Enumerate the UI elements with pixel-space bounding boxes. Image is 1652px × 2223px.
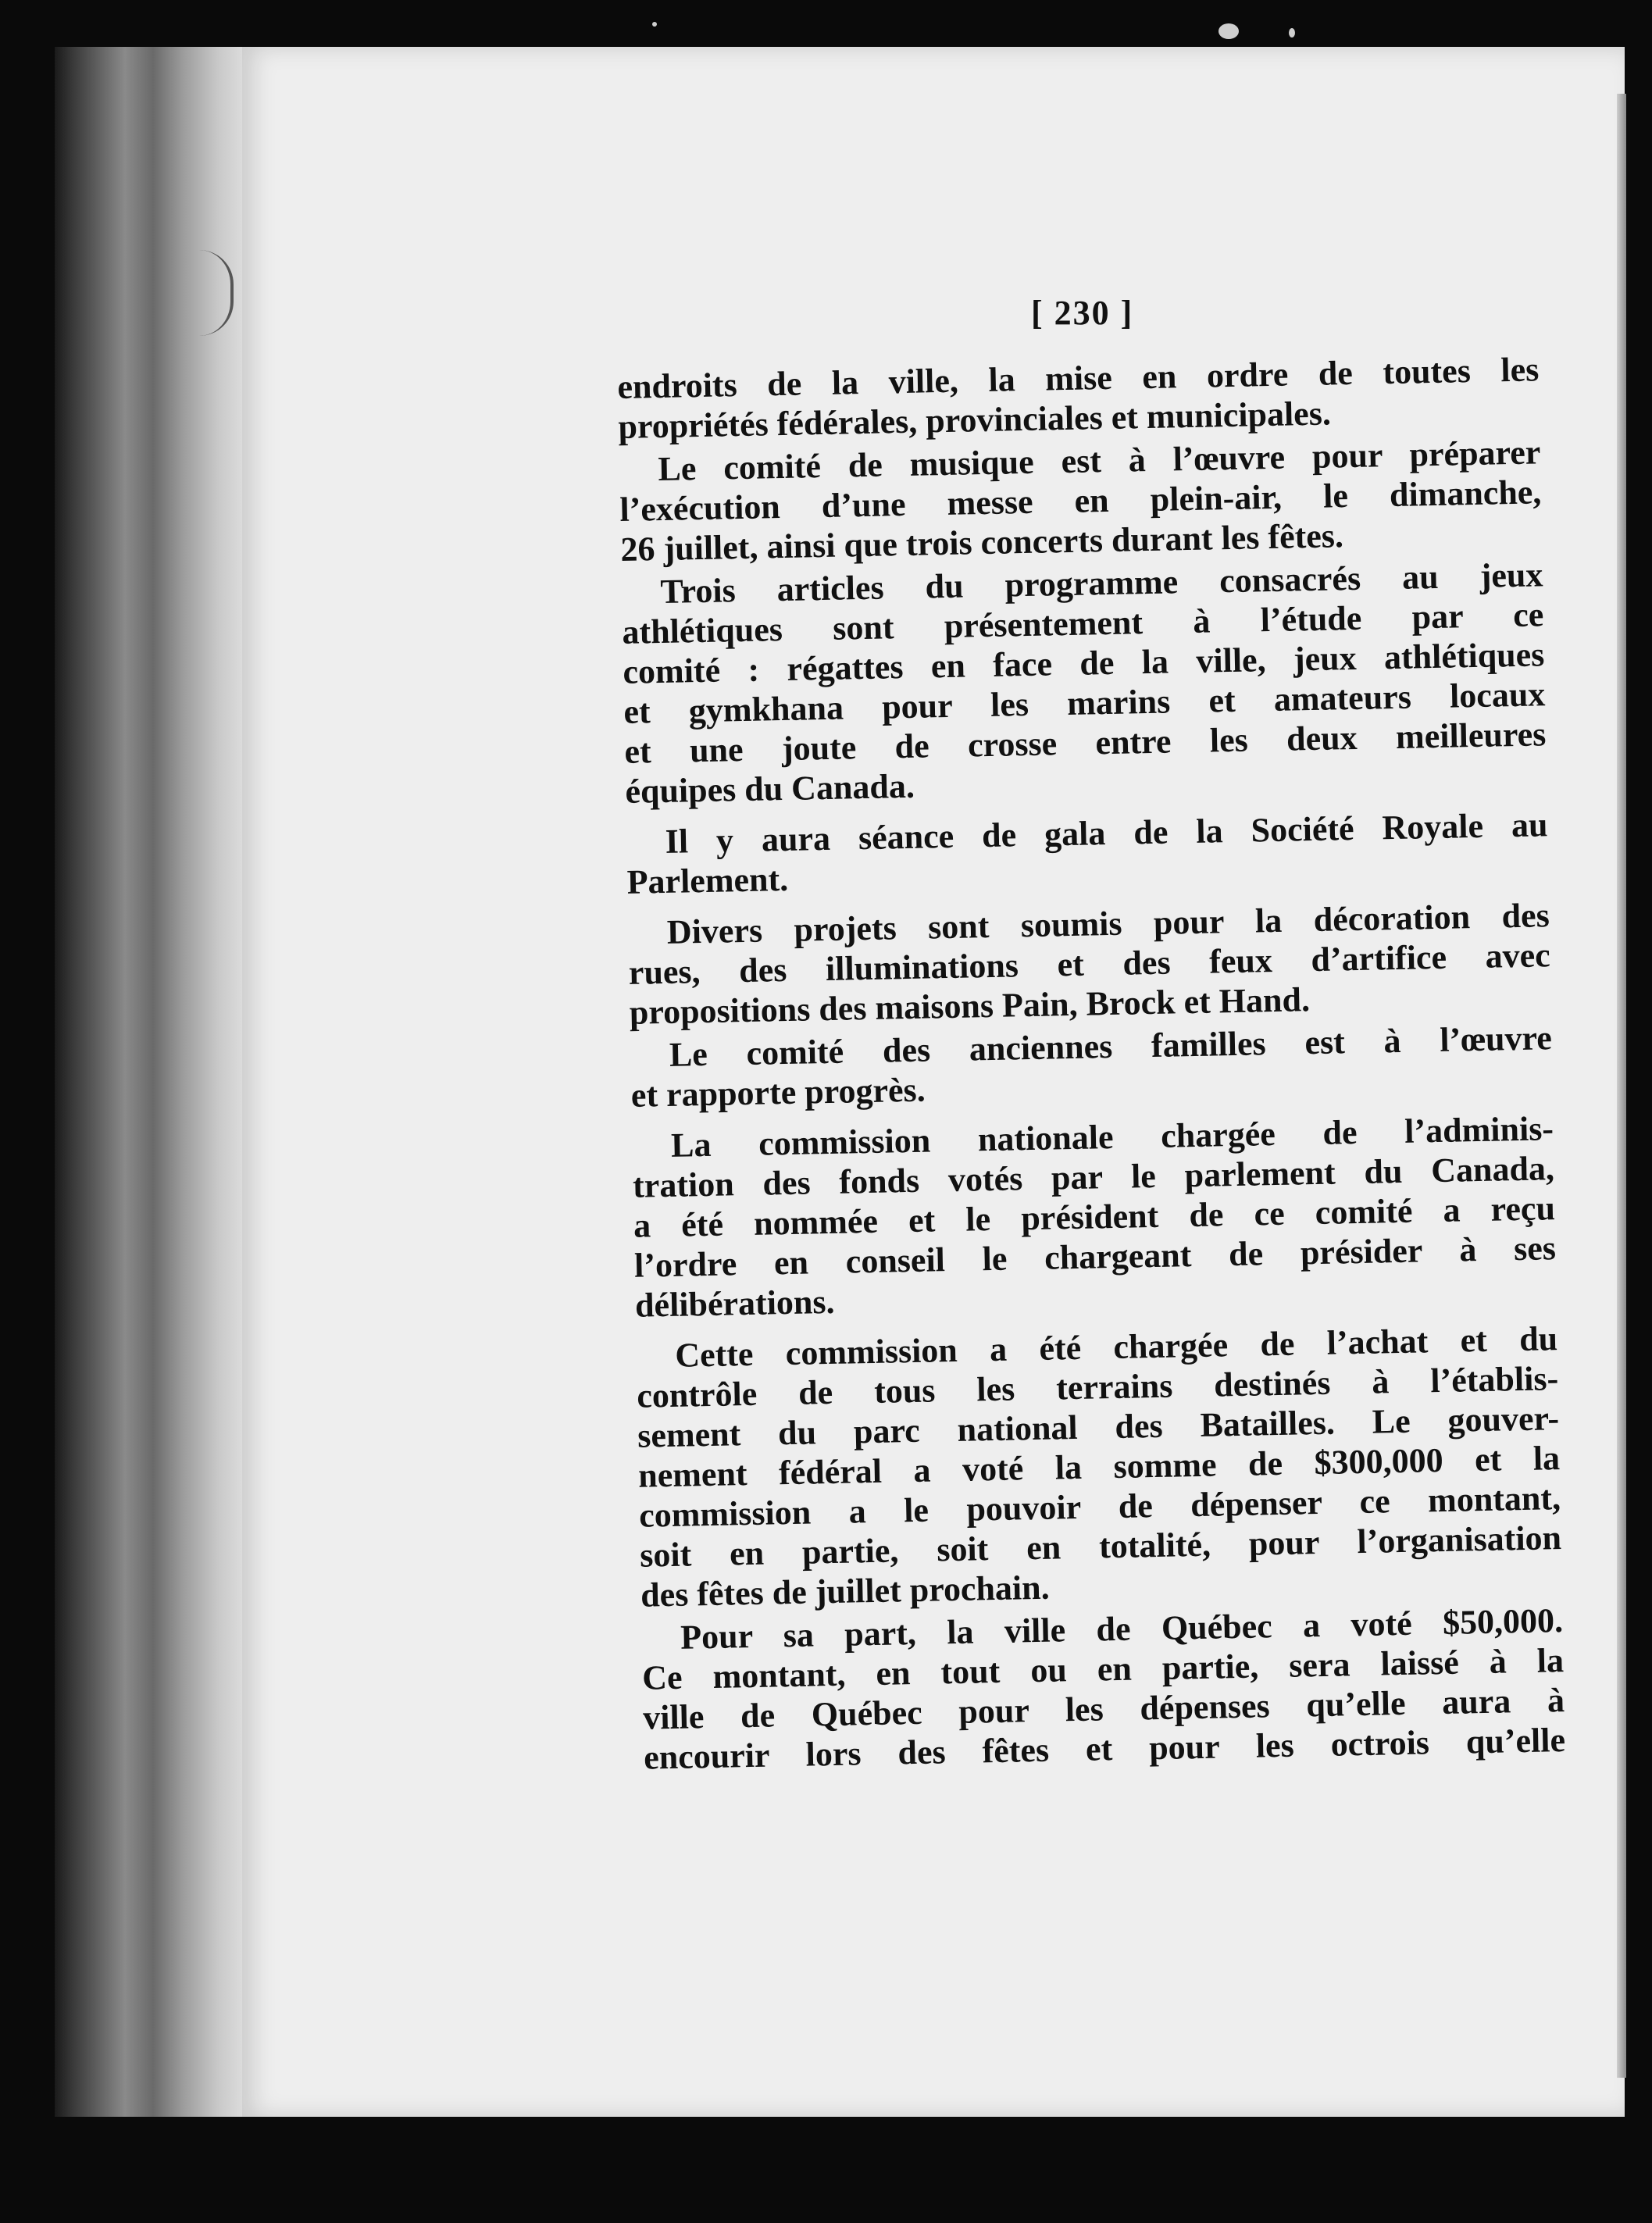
paragraph	[617, 349, 1540, 447]
text-line: délibérations.	[634, 1282, 835, 1325]
paragraph	[630, 1018, 1553, 1115]
text-line: rues, des illuminations et des feux d’artifice avec	[628, 936, 1551, 992]
text-line: encourir lors des fêtes et pour les octrois qu’elle	[643, 1721, 1566, 1777]
text-line: l’exécution d’une messe en plein-air, le dimanche,	[619, 473, 1542, 529]
paragraph	[636, 1318, 1563, 1615]
speck	[652, 22, 657, 27]
paragraph	[632, 1108, 1557, 1326]
text-line: propriétés fédérales, provinciales et municipales.	[617, 394, 1332, 446]
text-line: 26 juillet, ainsi que trois concerts durant les fêtes.	[620, 516, 1344, 569]
paragraph	[626, 805, 1549, 902]
text-body	[617, 349, 1566, 1780]
text-line: soit en partie, soit en totalité, pour l’organisation	[639, 1518, 1562, 1575]
speck	[1218, 23, 1239, 39]
text-line: Ce montant, en tout ou en partie, sera laissé à la	[641, 1641, 1565, 1697]
text-line: athlétiques sont présentement à l’étude par ce	[622, 595, 1544, 651]
text-line: sement du parc national des Batailles. Le gouver-	[637, 1399, 1560, 1455]
text-line: et rapporte progrès.	[630, 1070, 926, 1115]
text-line: nement fédéral a voté la somme de $300,000 et la	[637, 1439, 1561, 1495]
text-line: contrôle de tous les terrains destinés à l’établis-	[636, 1359, 1559, 1415]
paragraph	[621, 555, 1547, 812]
speck	[1289, 28, 1295, 37]
text-line: endroits de la ville, la mise en ordre de toutes les	[617, 350, 1540, 406]
text-line: Parlement.	[626, 859, 789, 901]
text-line: ville de Québec pour les dépenses qu’elle aura à	[642, 1681, 1565, 1737]
text-line: a été nommée et le président de ce comité a reçu	[633, 1189, 1556, 1245]
text-line: Pour sa part, la ville de Québec a voté $50,000.	[680, 1601, 1564, 1657]
text-line: Trois articles du programme consacrés au jeux	[660, 555, 1543, 611]
text-line: commission a le pouvoir de dépenser ce montant,	[638, 1479, 1561, 1535]
text-line: Cette commission a été chargée de l’achat et du	[674, 1319, 1558, 1375]
page-number: [ 230 ]	[1031, 294, 1134, 332]
text-line: tration des fonds votés par le parlement du Canada,	[632, 1149, 1555, 1205]
text-line: des fêtes de juillet prochain.	[640, 1568, 1051, 1615]
text-line: propositions des maisons Pain, Brock et Hand.	[629, 980, 1311, 1032]
text-line: La commission nationale chargée de l’adminis-	[670, 1109, 1554, 1165]
text-line: Divers projets sont soumis pour la décoration des	[666, 896, 1550, 951]
text-line: et une joute de crosse entre les deux meilleures	[623, 715, 1547, 771]
text-line: comité : régattes en face de la ville, jeux athlétiques	[623, 635, 1545, 691]
paragraph	[627, 895, 1551, 1033]
text-line: Il y aura séance de gala de la Société Royale au	[665, 805, 1548, 861]
text-line: et gymkhana pour les marins et amateurs locaux	[623, 675, 1546, 731]
text-line: Le comité des anciennes familles est à l’œuvre	[669, 1019, 1553, 1074]
text-line: l’ordre en conseil le chargeant de présider à ses	[633, 1229, 1557, 1285]
page-edge	[1617, 94, 1626, 2078]
text-line: équipes du Canada.	[624, 766, 915, 811]
paragraph	[641, 1600, 1566, 1778]
text-line: Le comité de musique est à l’œuvre pour préparer	[658, 433, 1541, 489]
paragraph	[619, 432, 1543, 569]
